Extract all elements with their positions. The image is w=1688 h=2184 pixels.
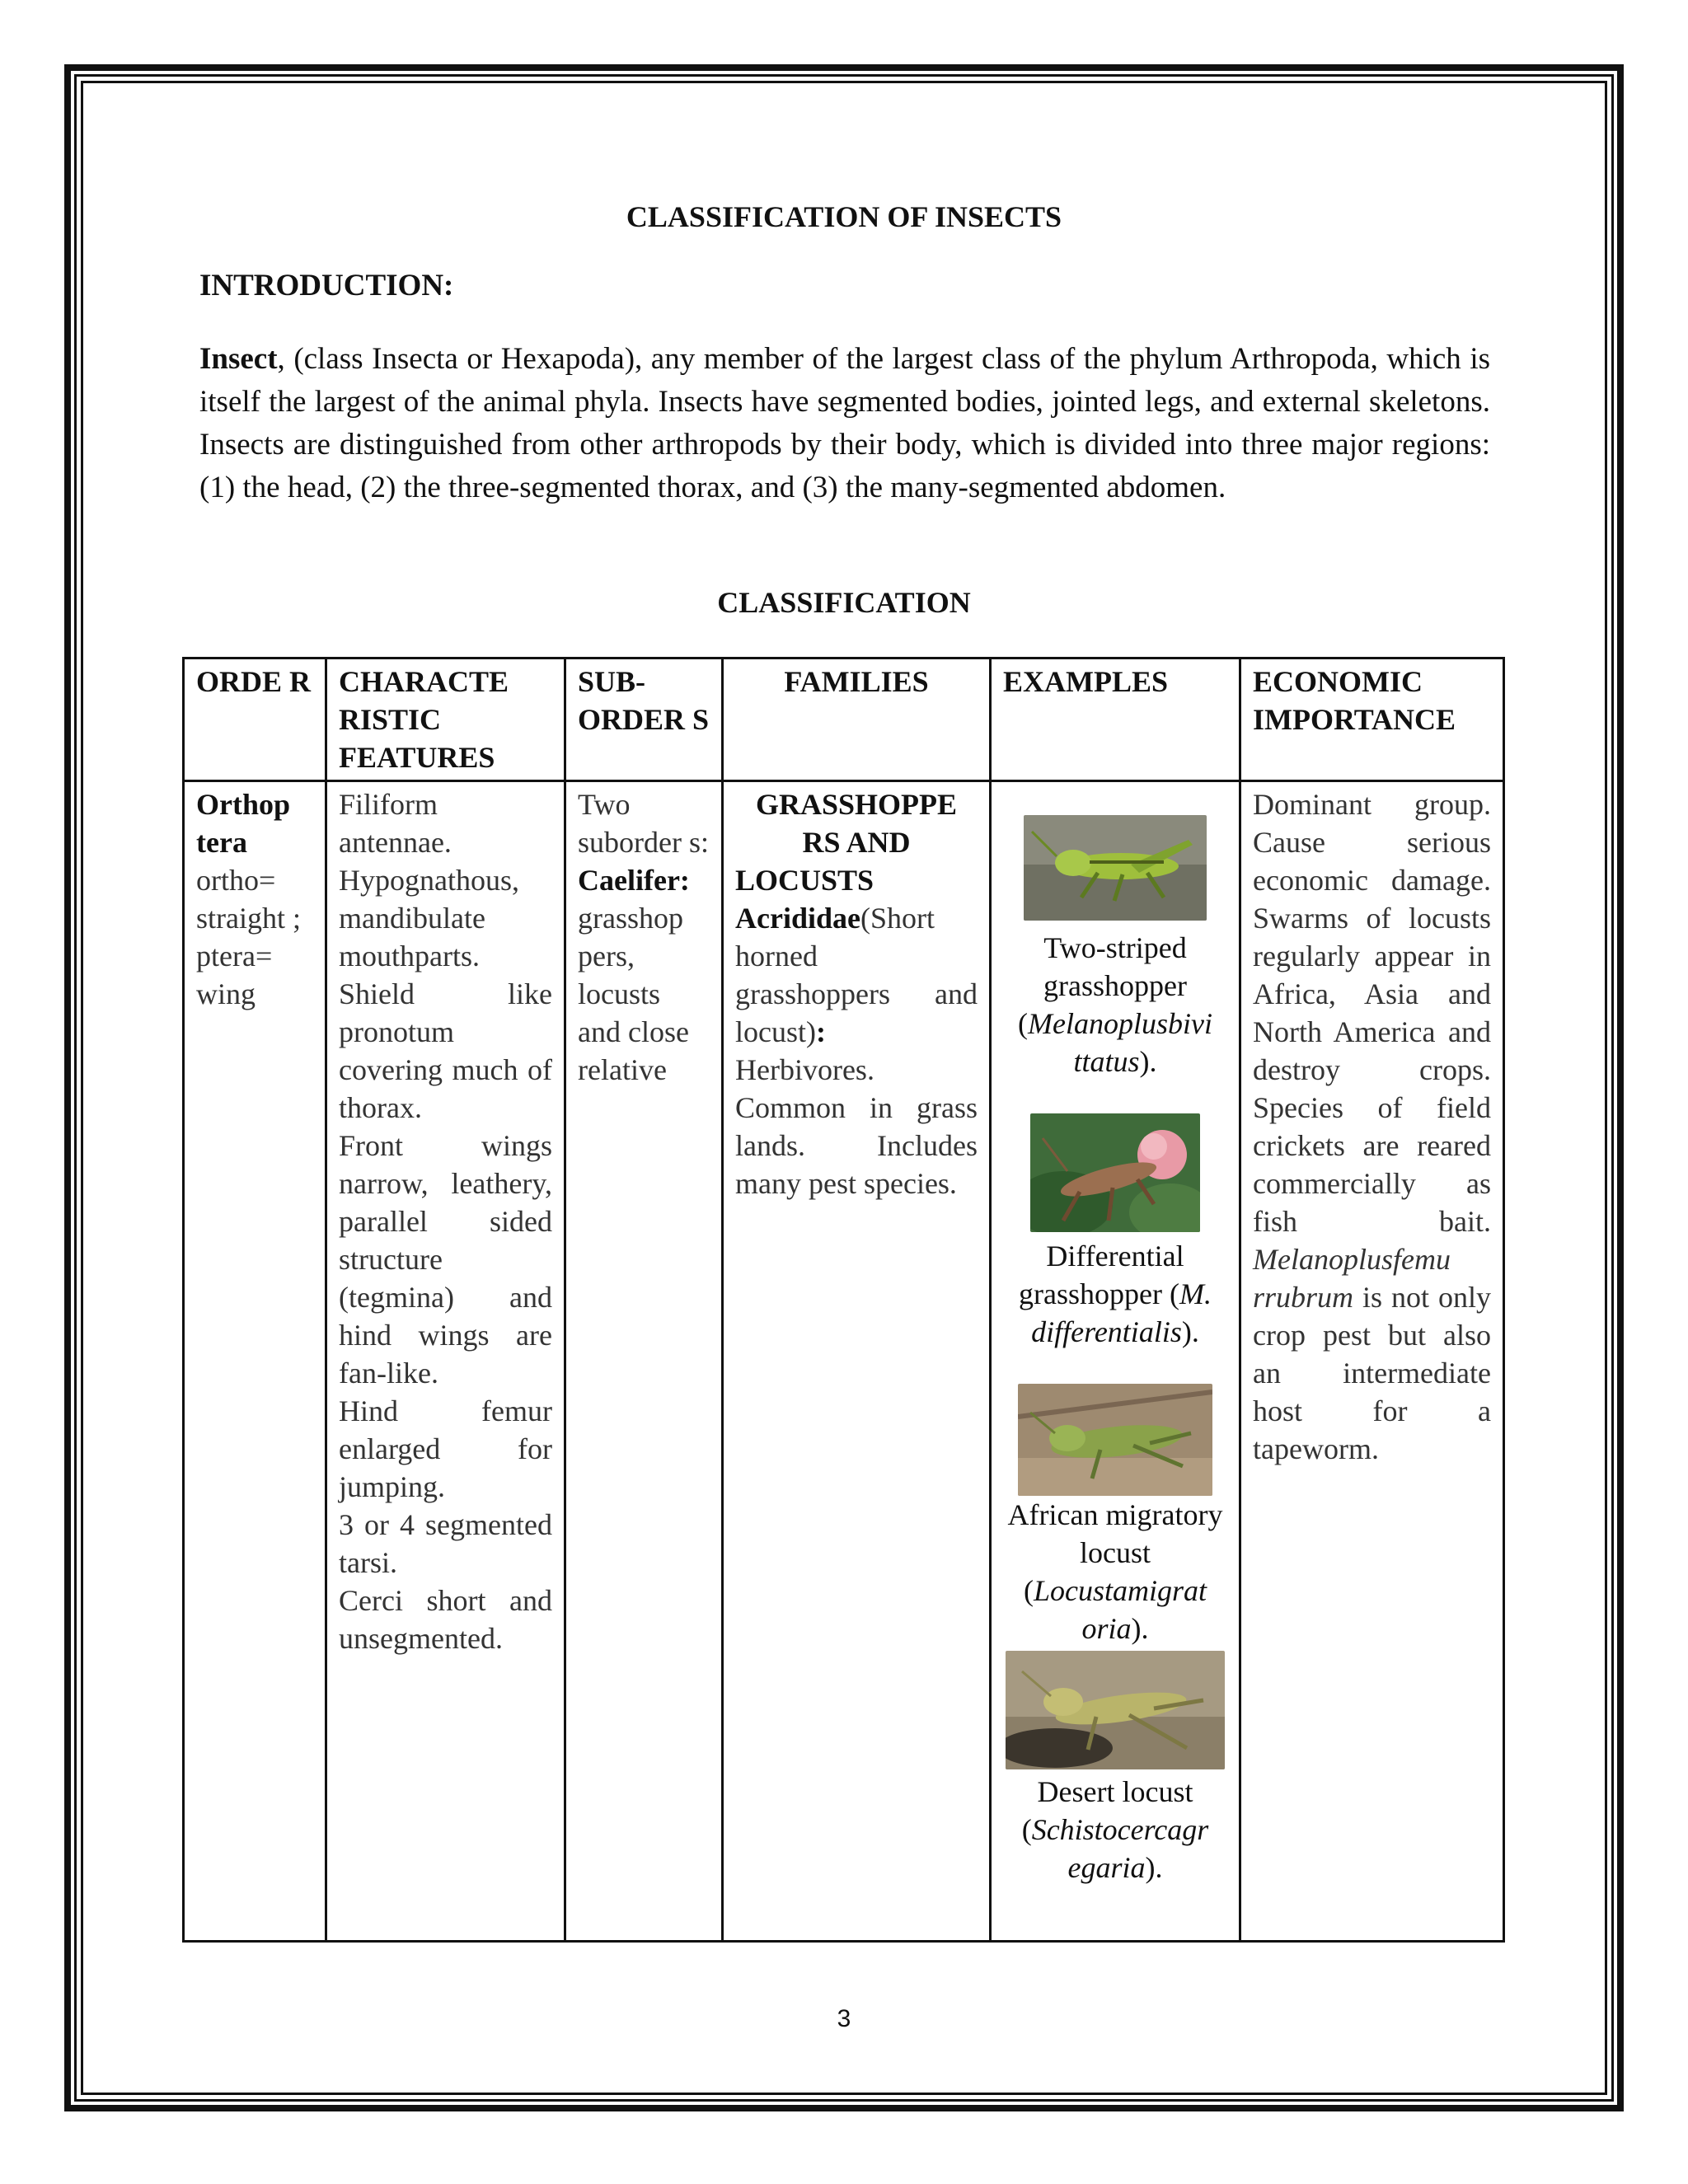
family-description: Herbivores. Common in grass lands. Includes many pest species.	[735, 1053, 978, 1200]
family-name: Acrididae	[735, 902, 860, 935]
intro-text: , (class Insecta or Hexapoda), any member of the largest class of the phylum Arthropoda, which is itself the largest of the animal phyla. Insects have segmented bodies, jointed legs, and external skeletons. Insects are distinguished from other arthropods by their body, which is divided into three major regions: (1) the head, (2) the three-segmented thorax, and (3) the many-segmented abdomen.	[199, 342, 1490, 504]
importance-text: Dominant group. Cause serious economic damage. Swarms of locusts regularly appear in Africa, Asia and North America and destroy crops. Species of field crickets are reared commercially as fish bait.	[1253, 788, 1491, 1238]
feature-item: Filiform antennae.	[339, 788, 452, 859]
example-end: ).	[1139, 1045, 1157, 1078]
suborder-name: Caelifer:	[578, 864, 690, 897]
table-header-row	[184, 658, 1504, 781]
feature-item: Hind femur enlarged for jumping.	[339, 1394, 552, 1503]
differential-grasshopper-photo	[1030, 1113, 1200, 1232]
example-caption	[1000, 1773, 1231, 1886]
examples-cell	[991, 781, 1240, 1942]
example-scientific-name: M. differentialis	[1031, 1277, 1212, 1348]
feature-item: Cerci short and unsegmented.	[339, 1584, 552, 1655]
example-scientific-name: Melanoplusbivi ttatus	[1028, 1007, 1212, 1078]
feature-item: Front wings narrow, leathery, parallel sided structure (tegmina) and hind wings are fan-like.	[339, 1129, 552, 1390]
example-common-name: African migratory locust (	[1007, 1498, 1223, 1607]
header-importance: ECONOMIC IMPORTANCE	[1240, 658, 1504, 781]
page-number: 3	[837, 2005, 851, 2032]
feature-item: Shield like pronotum covering much of thorax.	[339, 977, 552, 1124]
desert-locust-photo	[1006, 1651, 1225, 1769]
example-caption	[1000, 1496, 1231, 1647]
importance-text-end: is not only crop pest but also an intermediate host for a tapeworm.	[1253, 1281, 1491, 1465]
families-cell	[723, 781, 991, 1942]
classification-heading: CLASSIFICATION	[717, 586, 971, 619]
example-scientific-name: Locustamigrat oria	[1033, 1574, 1207, 1645]
header-suborders: SUB- ORDER S	[565, 658, 723, 781]
page-title: CLASSIFICATION OF INSECTS	[626, 200, 1062, 233]
family-group: GRASSHOPPE RS AND LOCUSTS	[735, 788, 958, 897]
family-colon: :	[815, 1015, 826, 1048]
order-etymology: ortho= straight ; ptera= wing	[196, 864, 301, 1010]
example-common-name: Two-striped grasshopper (	[1018, 931, 1187, 1040]
african-migratory-locust-photo	[1018, 1384, 1212, 1496]
header-order: ORDE R	[184, 658, 326, 781]
feature-item: Hypognathous, mandibulate mouthparts.	[339, 864, 519, 972]
example-end: ).	[1145, 1851, 1163, 1884]
header-examples: EXAMPLES	[991, 658, 1240, 781]
suborders-intro: Two suborder s:	[578, 788, 709, 859]
intro-term: Insect	[199, 342, 278, 376]
importance-cell	[1240, 781, 1504, 1942]
table-row	[184, 781, 1504, 1942]
feature-item: 3 or 4 segmented tarsi.	[339, 1508, 552, 1579]
example-common-name: Desert locust (	[1021, 1775, 1193, 1846]
order-cell	[184, 781, 326, 1942]
intro-paragraph	[199, 338, 1490, 509]
family-note: (Short horned grasshoppers and locust)	[735, 902, 978, 1048]
example-caption	[1000, 1237, 1231, 1351]
importance-scientific-name: Melanoplusfemu rrubrum	[1253, 1243, 1451, 1314]
features-cell	[326, 781, 565, 1942]
suborder-description: grasshop pers, locusts and close relative	[578, 902, 689, 1086]
suborders-cell	[565, 781, 723, 1942]
example-end: ).	[1181, 1315, 1199, 1348]
classification-table	[182, 657, 1505, 1943]
example-scientific-name: Schistocercagr egaria	[1031, 1813, 1209, 1884]
family-line	[735, 899, 978, 1051]
intro-heading: INTRODUCTION:	[199, 269, 454, 302]
two-striped-grasshopper-photo	[1024, 815, 1207, 921]
example-caption	[1000, 929, 1231, 1080]
header-families: FAMILIES	[723, 658, 991, 781]
example-common-name: Differential grasshopper (	[1019, 1240, 1184, 1310]
order-name: Orthop tera	[196, 788, 291, 859]
example-end: ).	[1131, 1612, 1149, 1645]
header-features: CHARACTE RISTIC FEATURES	[326, 658, 565, 781]
